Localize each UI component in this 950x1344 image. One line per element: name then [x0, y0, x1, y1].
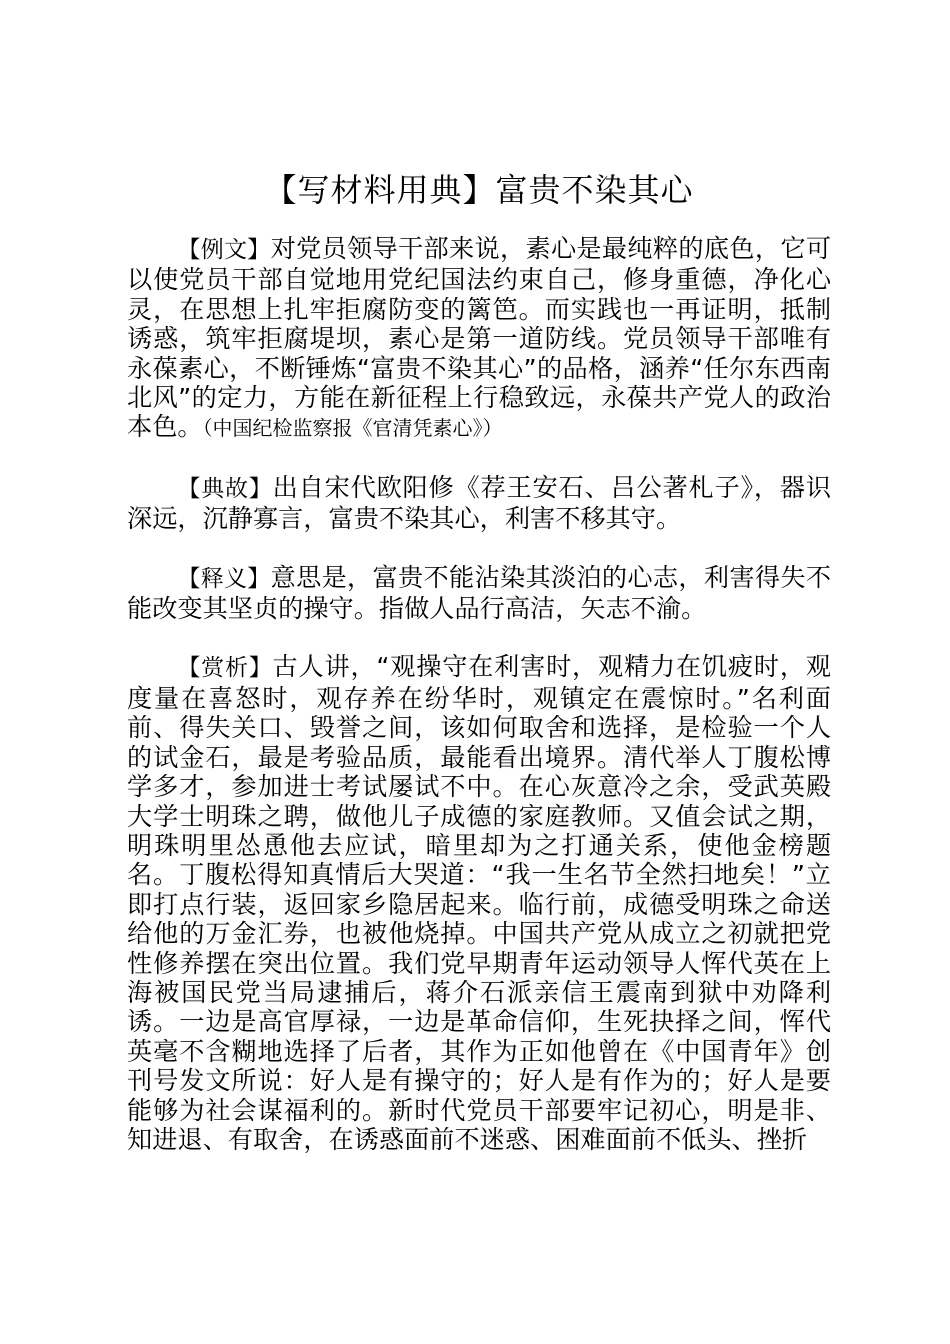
meaning-paragraph — [127, 563, 831, 624]
appreciation-paragraph — [127, 652, 831, 1154]
appreciation-tag: 【赏析】 — [177, 655, 273, 682]
document-title: 【写材料用典】富贵不染其心 — [264, 171, 694, 209]
allusion-tag: 【典故】 — [177, 475, 273, 502]
meaning-tag: 【释义】 — [177, 565, 271, 592]
meaning-text: 意思是，富贵不能沾染其淡泊的心志，利害得失不能改变其坚贞的操守。指做人品行高洁，矢志不渝。 — [127, 562, 832, 624]
example-text: 对党员领导干部来说，素心是最纯粹的底色，它可以使党员干部自觉地用党纪国法约束自己，修身重德，净化心灵，在思想上扎牢拒腐防变的篱笆。而实践也一再证明，抵制诱惑，筑牢拒腐堤坝，素心是第一道防线。党员领导干部唯有永葆素心，不断锤炼“富贵不染其心”的品格，涵养“任尔东西南北风”的定力，方能在新征程上行稳致远，永葆共产党人的政治本色。 — [127, 234, 832, 442]
allusion-paragraph — [127, 473, 831, 534]
example-source: （中国纪检监察报《官清凭素心》） — [202, 416, 503, 441]
allusion-text: 出自宋代欧阳修《荐王安石、吕公著札子》，器识深远，沉静寡言，富贵不染其心，利害不移其守。 — [127, 472, 832, 534]
document-page — [127, 168, 831, 1183]
appreciation-text: 古人讲，“观操守在利害时，观精力在饥疲时，观度量在喜怒时，观存养在纷华时，观镇定在震惊时。”名利面前、得失关口、毁誉之间，该如何取舍和选择，是检验一个人的试金石，最是考验品质，最能看出境界。清代举人丁腹松博学多才，参加进士考试屡试不中。在心灰意冷之余，受武英殿大学士明珠之聘，做他儿子成德的家庭教师。又值会试之期，明珠明里怂恿他去应试，暗里却为之打通关系，使他金榜题名。丁腹松得知真情后大哭道：“我一生名节全然扫地矣！”立即打点行装，返回家乡隐居起来。临行前，成德受明珠之命送给他的万金汇券，也被他烧掉。中国共产党从成立之初就把党性修养摆在突出位置。我们党早期青年运动领导人恽代英在上海被国民党当局逮捕后，蒋介石派亲信王震南到狱中劝降利诱。一边是高官厚禄，一边是革命信仰，生死抉择之间，恽代英毫不含糊地选择了后者，其作为正如他曾在《中国青年》创刊号发文所说：好人是有操守的；好人是有作为的；好人是要能够为社会谋福利的。新时代党员干部要牢记初心，明是非、知进退、有取舍，在诱惑面前不迷惑、困难面前不低头、挫折 — [127, 652, 831, 1154]
example-tag: 【例文】 — [177, 237, 271, 263]
example-paragraph — [127, 234, 831, 444]
